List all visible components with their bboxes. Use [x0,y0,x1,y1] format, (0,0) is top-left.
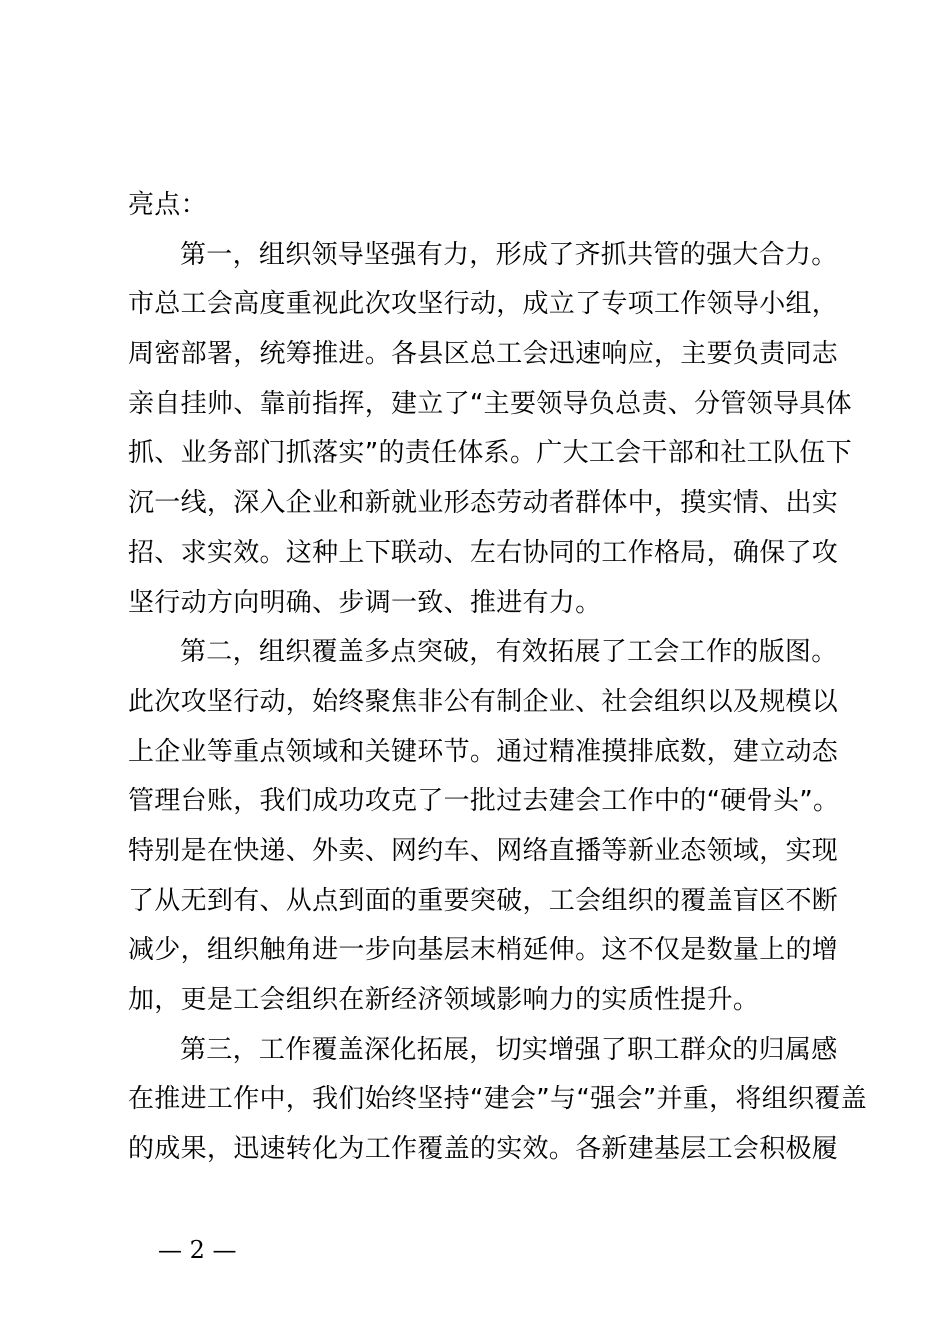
document-body [128,181,867,1175]
text-line: 了从无到有、从点到面的重要突破，工会组织的覆盖盲区不断 [128,885,839,916]
text-line: 此次攻坚行动，始终聚焦非公有制企业、社会组织以及规模以 [128,686,839,717]
text-line: 坚行动方向明确、步调一致、推进有力。 [128,587,602,618]
text-line: 上企业等重点领域和关键环节。通过精准摸排底数，建立动态 [128,736,839,767]
text-line: 市总工会高度重视此次攻坚行动，成立了专项工作领导小组， [128,289,839,320]
text-line: 亮点： [128,190,207,220]
paragraph-heading-3: 第三，工作覆盖深化拓展，切实增强了职工群众的归属感 [180,1034,838,1065]
paragraph-heading-2: 第二，组织覆盖多点突破，有效拓展了工会工作的版图。 [180,637,838,668]
text-line: 管理台账，我们成功攻克了一批过去建会工作中的“硬骨头”。 [128,786,840,817]
text-line: 的成果，迅速转化为工作覆盖的实效。各新建基层工会积极履 [128,1134,839,1165]
page-number: — 2 — [158,1236,237,1264]
text-line: 招、求实效。这种上下联动、左右协同的工作格局，确保了攻 [128,537,839,568]
text-line: 加，更是工会组织在新经济领域影响力的实质性提升。 [128,985,760,1015]
text-line: 沉一线，深入企业和新就业形态劳动者群体中，摸实情、出实 [128,488,839,519]
text-line: 在推进工作中，我们始终坚持“建会”与“强会”并重，将组织覆盖 [128,1084,867,1115]
text-line: 抓、业务部门抓落实”的责任体系。广大工会干部和社工队伍下 [128,438,852,469]
paragraph-heading-1: 第一，组织领导坚强有力，形成了齐抓共管的强大合力。 [180,239,838,270]
text-line: 周密部署，统筹推进。各县区总工会迅速响应，主要负责同志 [128,339,839,370]
text-line: 减少，组织触角进一步向基层末梢延伸。这不仅是数量上的增 [128,935,839,966]
text-line: 特别是在快递、外卖、网约车、网络直播等新业态领域，实现 [128,835,839,866]
text-line: 亲自挂帅、靠前指挥，建立了“主要领导负总责、分管领导具体 [128,388,852,419]
